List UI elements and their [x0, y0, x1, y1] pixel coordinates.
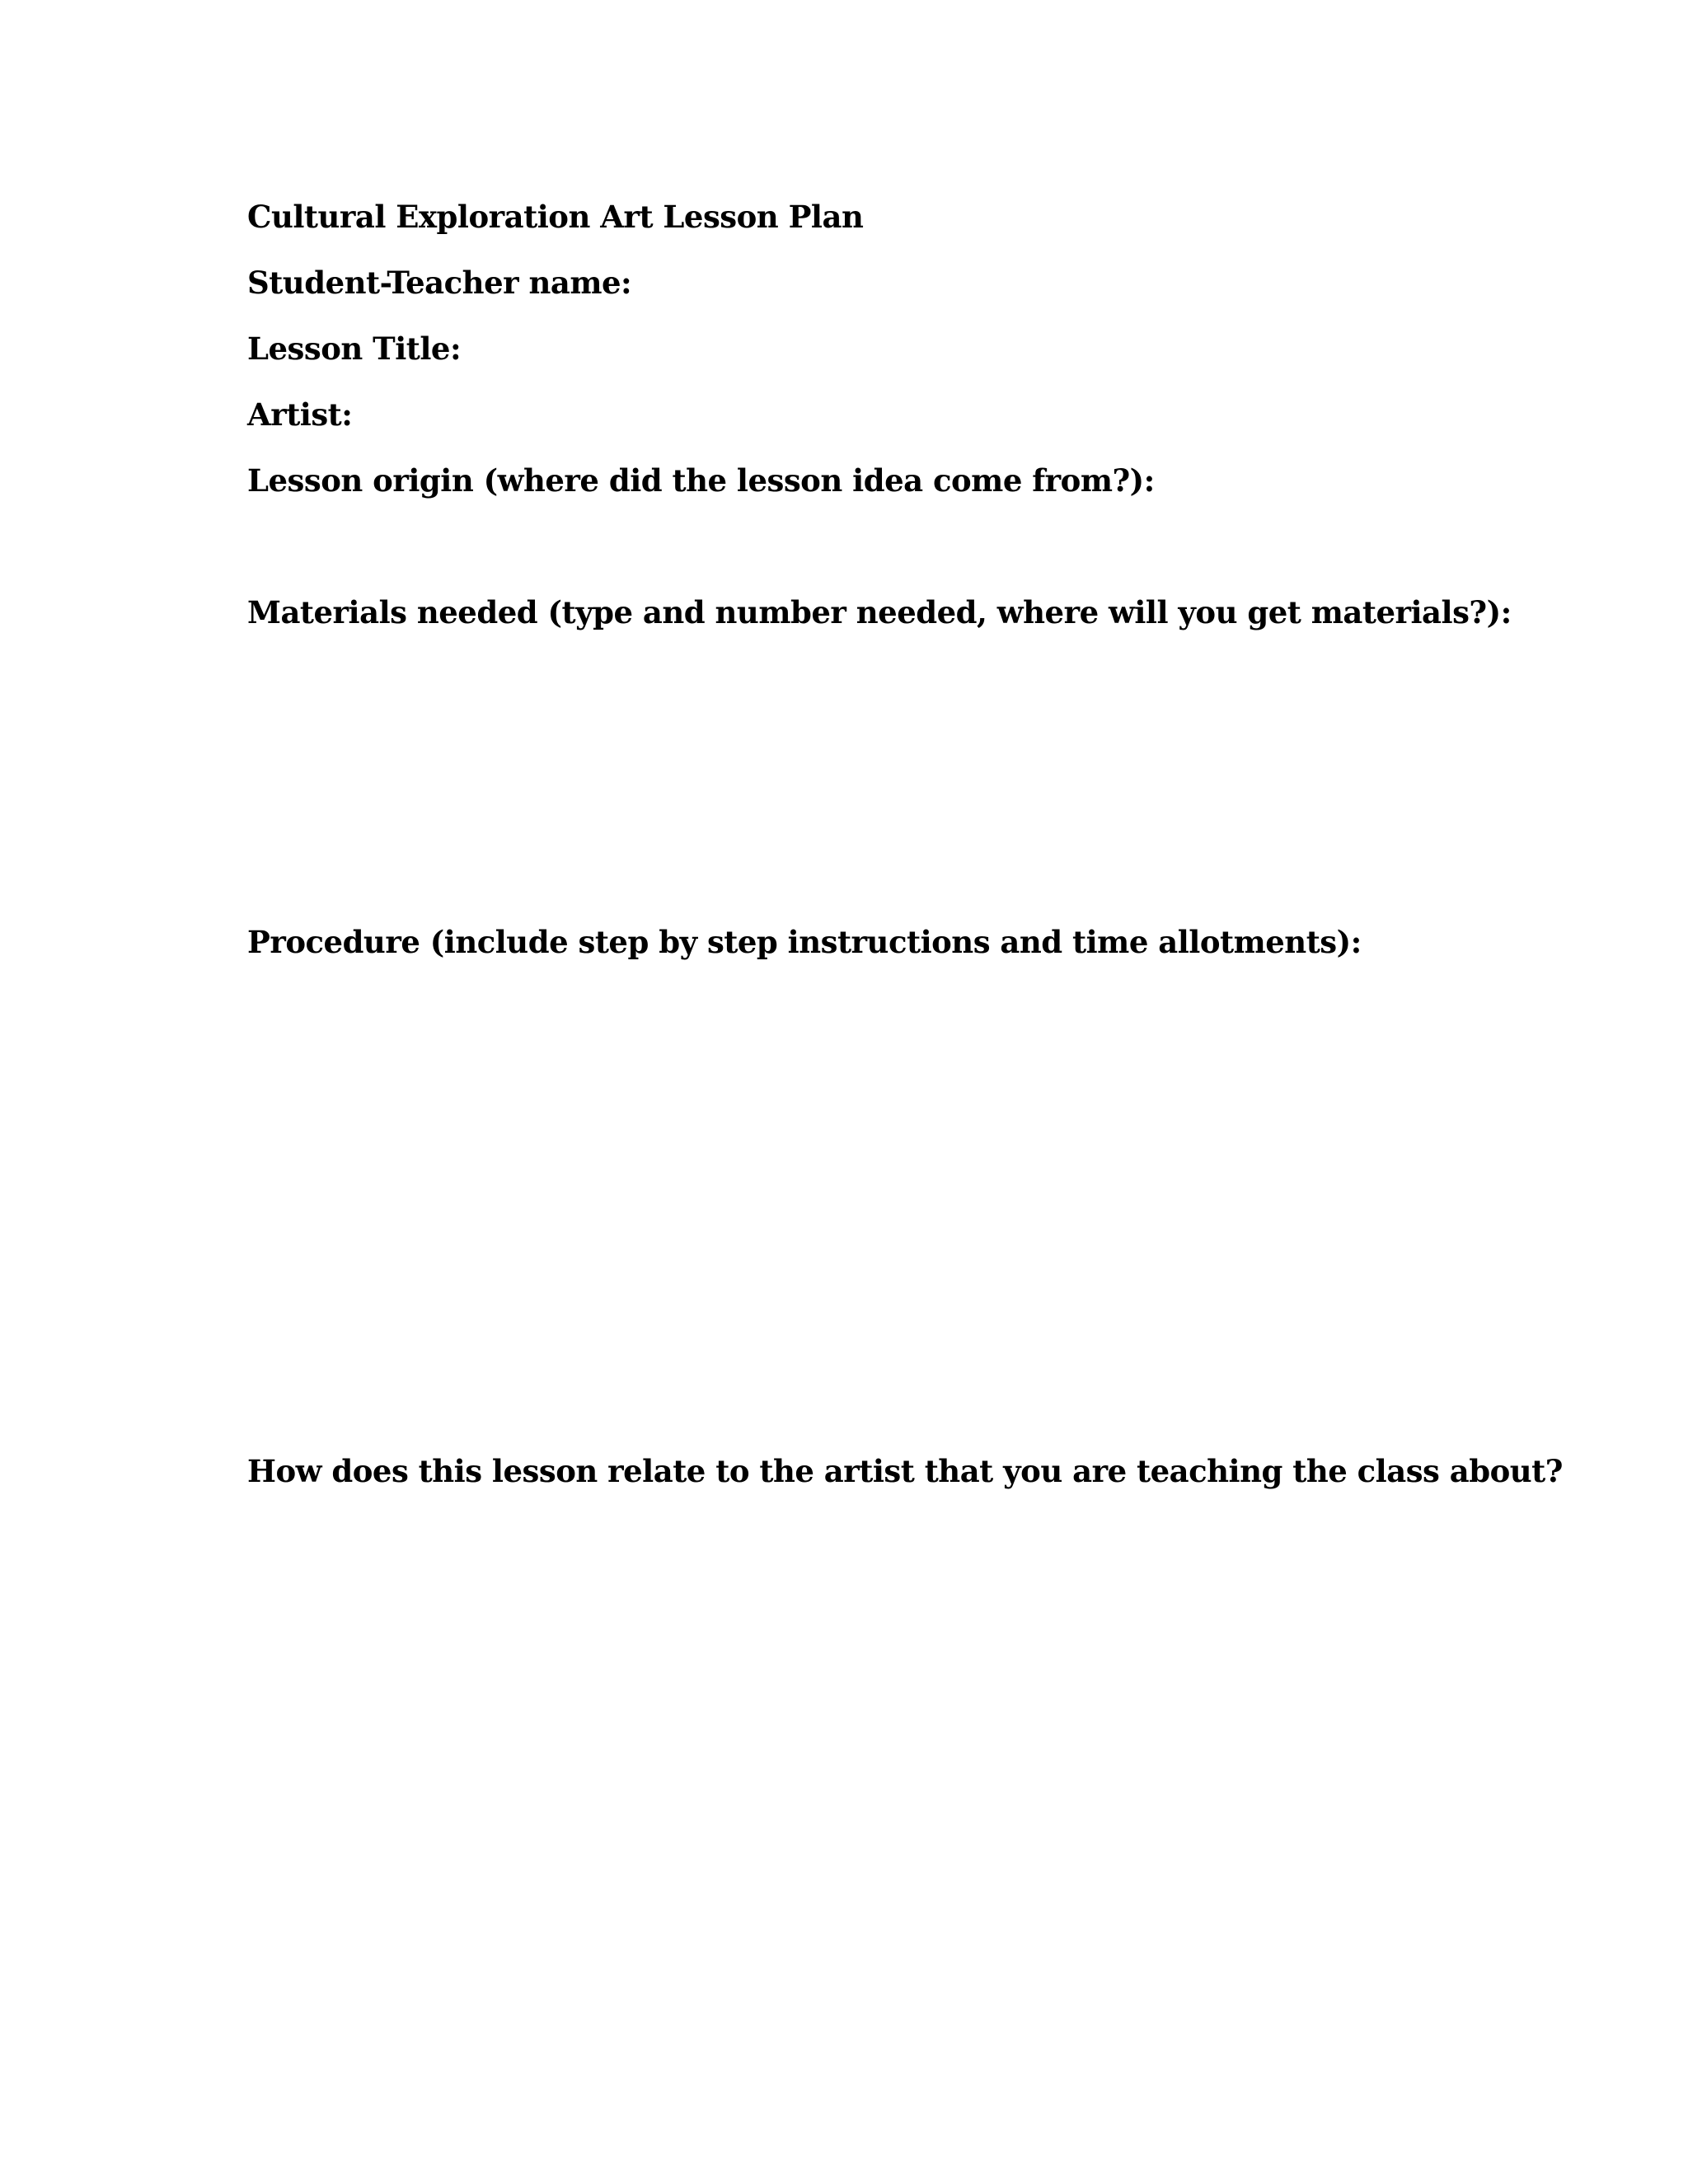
document-title: Cultural Exploration Art Lesson Plan [247, 199, 864, 235]
student-teacher-name-label: Student-Teacher name: [247, 265, 632, 301]
materials-needed-heading: Materials needed (type and number needed, where will you get materials?): [247, 594, 1512, 630]
artist-label: Artist: [247, 396, 353, 433]
procedure-heading: Procedure (include step by step instructions and time allotments): [247, 924, 1362, 960]
lesson-origin-label: Lesson origin (where did the lesson idea come from?): [247, 462, 1155, 499]
lesson-title-label: Lesson Title: [247, 330, 462, 367]
artist-relation-question: How does this lesson relate to the artist that you are teaching the class about? [247, 1453, 1563, 1489]
